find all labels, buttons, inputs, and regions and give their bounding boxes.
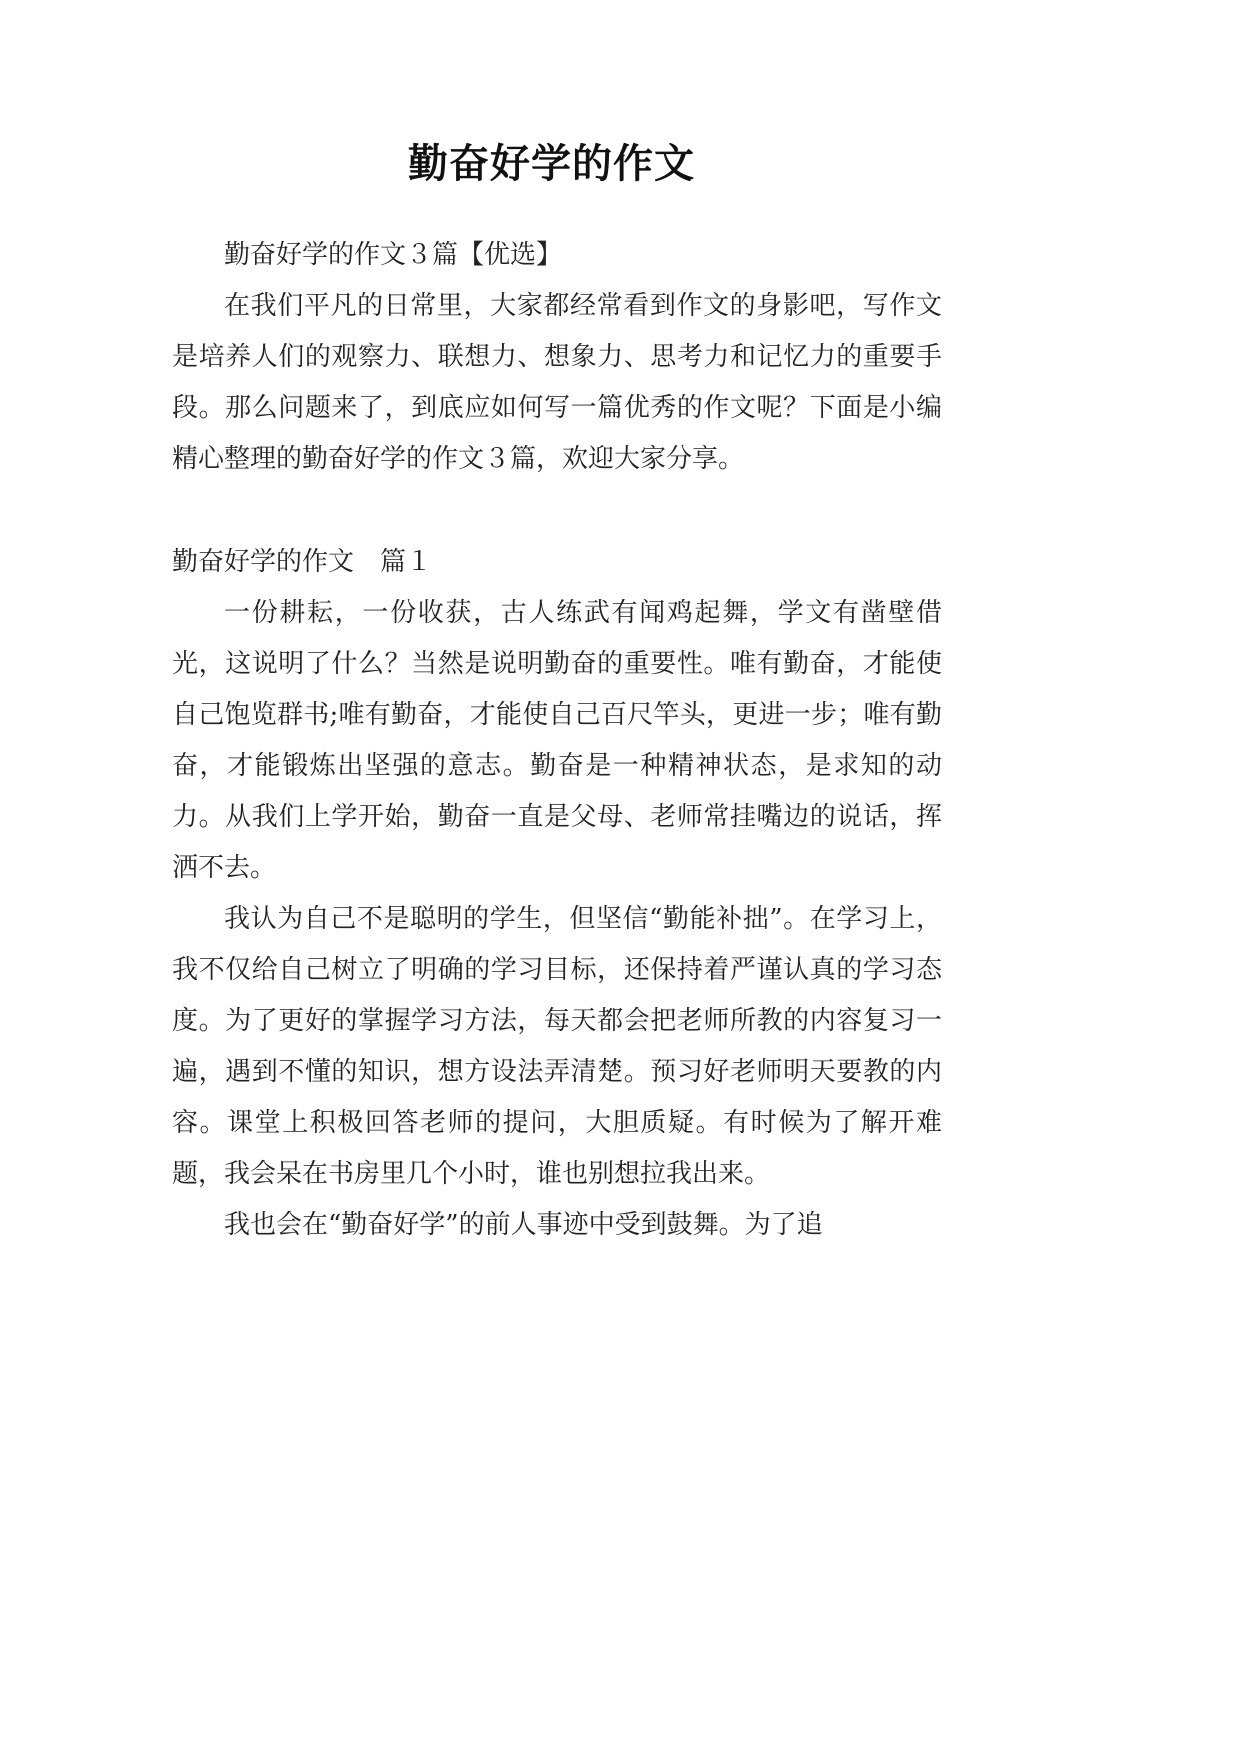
body-paragraph: 我也会在“勤奋好学”的前人事迹中受到鼓舞。为了追: [224, 1210, 823, 1240]
body-paragraph: 我认为自己不是聪明的学生，但坚信“勤能补拙”。在学习上，我不仅给自己树立了明确的学习目标，还保持着严谨认真的学习态度。为了更好的掌握学习方法，每天都会把老师所教的内容复习一遍，遇到不懂的知识，想方设法弄清楚。预习好老师明天要教的内容。课堂上积极回答老师的提问，大胆质疑。有时候为了解开难题，我会呆在书房里几个小时，谁也别想拉我出来。: [172, 904, 942, 1189]
section-heading: 勤奋好学的作文 篇１: [172, 547, 433, 577]
document-body: [172, 230, 942, 1251]
body-paragraph: 一份耕耘，一份收获，古人练武有闻鸡起舞，学文有凿壁借光，这说明了什么？当然是说明勤奋的重要性。唯有勤奋，才能使自己饱览群书;唯有勤奋，才能使自己百尺竿头，更进一步；唯有勤奋，才能锻炼出坚强的意志。勤奋是一种精神状态，是求知的动力。从我们上学开始，勤奋一直是父母、老师常挂嘴边的说话，挥洒不去。: [172, 598, 942, 883]
document-subtitle: 勤奋好学的作文３篇【优选】: [224, 240, 563, 270]
intro-paragraph: 在我们平凡的日常里，大家都经常看到作文的身影吧，写作文是培养人们的观察力、联想力、想象力、思考力和记忆力的重要手段。那么问题来了，到底应如何写一篇优秀的作文呢？下面是小编精心整理的勤奋好学的作文３篇，欢迎大家分享。: [172, 291, 942, 474]
page-title: 勤奋好学的作文: [408, 140, 695, 187]
